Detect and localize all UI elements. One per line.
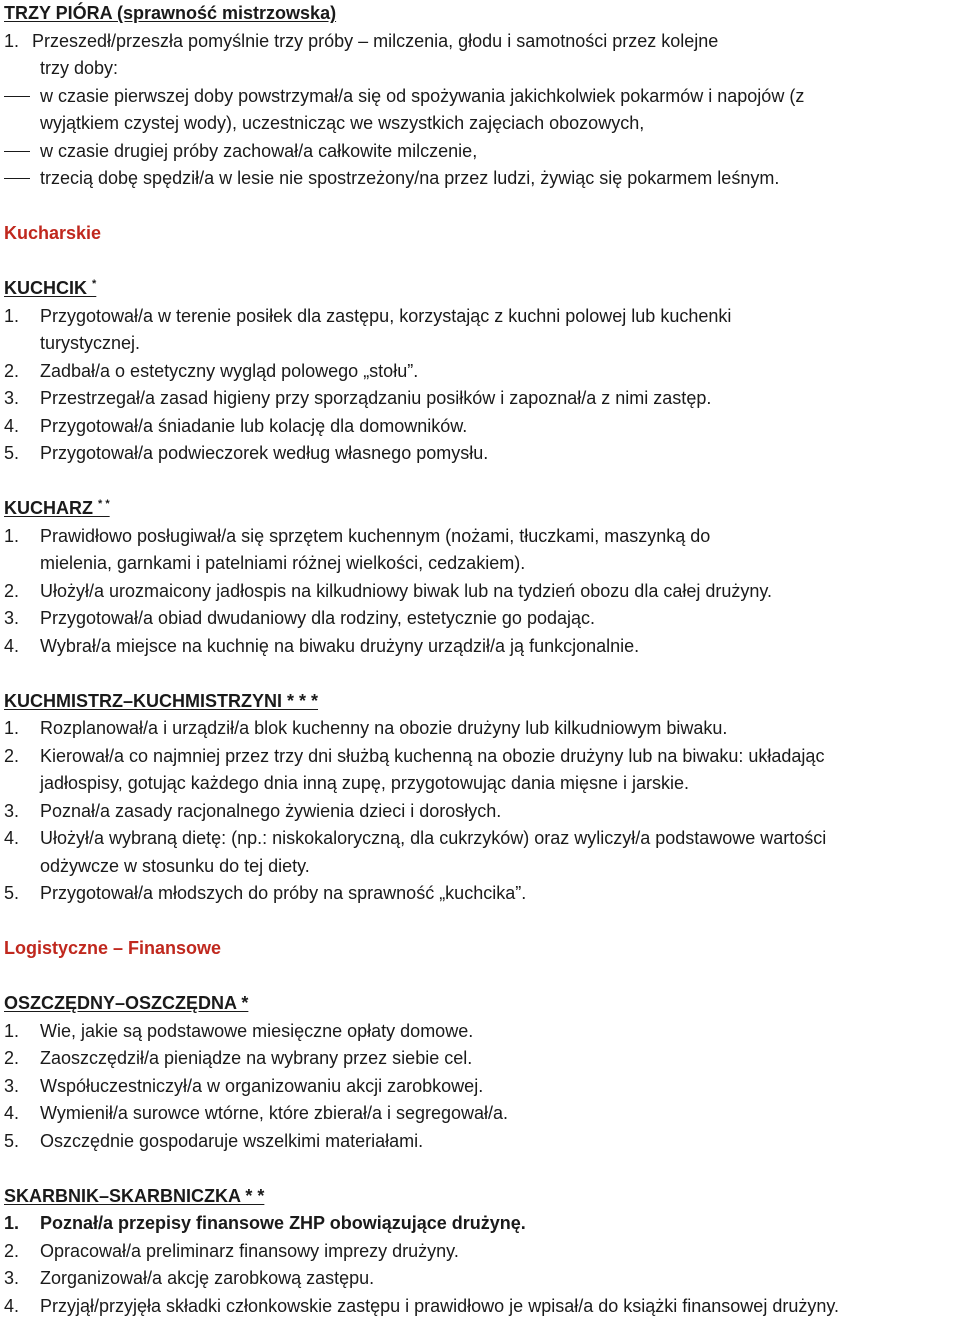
list-item bbox=[4, 1045, 959, 1073]
item-number: 5. bbox=[4, 883, 20, 903]
list-item bbox=[4, 1265, 959, 1293]
section-title-kuchcik bbox=[4, 275, 959, 303]
item-text: Przygotował/a podwieczorek według własnego pomysłu. bbox=[40, 443, 489, 463]
star-rating: * bbox=[92, 278, 97, 290]
item-text: Zaoszczędził/a pieniądze na wybrany przez siebie cel. bbox=[40, 1048, 473, 1068]
list-item bbox=[4, 633, 959, 661]
list-item bbox=[4, 413, 959, 441]
item-text-continuation: trzy doby: bbox=[40, 58, 119, 78]
item-text: Przygotował/a śniadanie lub kolację dla domowników. bbox=[40, 415, 468, 436]
item-text: Zadbał/a o estetyczny wygląd polowego „stołu”. bbox=[40, 360, 419, 381]
list-item bbox=[4, 1018, 959, 1046]
item-text-continuation: jadłospisy, gotując każdego dnia inną zupę, przygotowując dania mięsne i jarskie. bbox=[40, 773, 690, 793]
item-text: Prawidłowo posługiwał/a się sprzętem kuchennym (nożami, tłuczkami, maszynką do bbox=[40, 525, 711, 546]
list-item bbox=[4, 1128, 959, 1156]
section-title-kuchmistrz: KUCHMISTRZ–KUCHMISTRZYNI * * * bbox=[4, 690, 319, 711]
spacer bbox=[4, 908, 959, 936]
star-rating: * * bbox=[98, 498, 110, 510]
item-number: 3. bbox=[4, 800, 20, 821]
list-item bbox=[4, 440, 959, 468]
list-item bbox=[4, 825, 959, 853]
item-text: Przyjął/przyjęła składki członkowskie zastępu i prawidłowo je wpisał/a do książki finansowej drużyny. bbox=[40, 1295, 840, 1316]
item-number: 5. bbox=[4, 1130, 20, 1151]
list-item bbox=[4, 1293, 959, 1321]
list-item bbox=[4, 385, 959, 413]
list-item bbox=[4, 358, 959, 386]
item-text: Przygotował/a w terenie posiłek dla zastępu, korzystając z kuchni polowej lub kuchenki bbox=[40, 305, 732, 326]
list-item-trzy-piora-1 bbox=[4, 28, 959, 56]
item-text: Poznał/a zasady racjonalnego żywienia dzieci i dorosłych. bbox=[40, 800, 502, 821]
list-item bbox=[4, 743, 959, 771]
item-number: 1. bbox=[4, 525, 20, 546]
list-item bbox=[4, 1210, 959, 1238]
item-number: 2. bbox=[4, 360, 20, 381]
item-number: 1. bbox=[4, 1020, 20, 1041]
item-text: Wymienił/a surowce wtórne, które zbierał/a i segregował/a. bbox=[40, 1103, 509, 1123]
item-number: 3. bbox=[4, 388, 20, 408]
item-text-continuation: wyjątkiem czystej wody), uczestnicząc we wszystkich zajęciach obozowych, bbox=[40, 113, 645, 133]
section-title-trzy-piora: TRZY PIÓRA (sprawność mistrzowska) bbox=[4, 3, 337, 23]
heading-text: KUCHCIK bbox=[4, 278, 87, 298]
item-text: Wybrał/a miejsce na kuchnię na biwaku drużyny urządził/a ją funkcjonalnie. bbox=[40, 635, 640, 656]
list-kucharz bbox=[4, 523, 959, 661]
list-kuchcik bbox=[4, 303, 959, 468]
list-item bbox=[4, 1100, 959, 1128]
item-text-continuation: turystycznej. bbox=[40, 333, 141, 353]
item-number: 4. bbox=[4, 828, 20, 848]
item-text: trzecią dobę spędził/a w lesie nie spostrzeżony/na przez ludzi, żywiąc się pokarmem leśnym. bbox=[40, 168, 780, 188]
item-text: Poznał/a przepisy finansowe ZHP obowiązujące drużynę. bbox=[40, 1213, 526, 1233]
item-text-continuation: odżywcze w stosunku do tej diety. bbox=[40, 855, 310, 876]
document-page bbox=[4, 0, 959, 1320]
item-number: 1. bbox=[4, 718, 20, 738]
spacer bbox=[4, 248, 959, 276]
item-text-continuation: mielenia, garnkami i patelniami różnej wielkości, cedzakiem). bbox=[40, 553, 526, 573]
item-number: 2. bbox=[4, 1048, 20, 1068]
item-number: 4. bbox=[4, 635, 20, 656]
list-item bbox=[4, 578, 959, 606]
spacer bbox=[4, 963, 959, 991]
item-number: 1. bbox=[4, 1213, 20, 1233]
item-number: 3. bbox=[4, 1268, 20, 1288]
item-number: 2. bbox=[4, 745, 20, 766]
list-item bbox=[4, 1238, 959, 1266]
item-text: Rozplanował/a i urządził/a blok kuchenny na obozie drużyny lub kilkudniowym biwaku. bbox=[40, 718, 728, 738]
item-text: Przestrzegał/a zasad higieny przy sporządzaniu posiłków i zapoznał/a z nimi zastęp. bbox=[40, 388, 712, 408]
section-title-skarbnik: SKARBNIK–SKARBNICZKA * * bbox=[4, 1185, 265, 1206]
section-title-kucharz bbox=[4, 495, 959, 523]
item-text: Ułożył/a urozmaicony jadłospis na kilkudniowy biwak lub na tydzień obozu dla całej drużyny. bbox=[40, 580, 773, 601]
spacer bbox=[4, 468, 959, 496]
item-text: w czasie pierwszej doby powstrzymał/a się od spożywania jakichkolwiek pokarmów i napojów (z bbox=[40, 85, 805, 106]
list-item bbox=[4, 303, 959, 331]
list-item bbox=[4, 798, 959, 826]
category-logistyczne: Logistyczne – Finansowe bbox=[4, 938, 222, 958]
item-number: 4. bbox=[4, 415, 20, 436]
item-number: 1. bbox=[4, 305, 20, 326]
item-number: 3. bbox=[4, 608, 20, 628]
list-skarbnik bbox=[4, 1210, 959, 1320]
item-number: 1. bbox=[4, 30, 20, 51]
item-number: 3. bbox=[4, 1075, 20, 1096]
section-title-oszczedny: OSZCZĘDNY–OSZCZĘDNA * bbox=[4, 993, 249, 1013]
list-item bbox=[4, 715, 959, 743]
spacer bbox=[4, 660, 959, 688]
spacer bbox=[4, 193, 959, 221]
dash-item-2 bbox=[4, 138, 959, 166]
dash-bullet-icon bbox=[4, 178, 30, 179]
item-text: Opracował/a preliminarz finansowy imprezy drużyny. bbox=[40, 1240, 459, 1261]
item-number: 2. bbox=[4, 580, 20, 601]
item-number: 4. bbox=[4, 1295, 20, 1316]
item-text: Wie, jakie są podstawowe miesięczne opłaty domowe. bbox=[40, 1020, 474, 1041]
item-text: Oszczędnie gospodaruje wszelkimi materiałami. bbox=[40, 1130, 424, 1151]
dash-item-1 bbox=[4, 83, 959, 111]
item-text: Kierował/a co najmniej przez trzy dni służbą kuchenną na obozie drużyny lub na biwaku: układając bbox=[40, 745, 825, 766]
list-item bbox=[4, 880, 959, 908]
category-kucharskie: Kucharskie bbox=[4, 223, 102, 243]
item-number: 4. bbox=[4, 1103, 20, 1123]
item-text: Zorganizował/a akcję zarobkową zastępu. bbox=[40, 1268, 375, 1288]
list-kuchmistrz bbox=[4, 715, 959, 908]
item-text: w czasie drugiej próby zachował/a całkowite milczenie, bbox=[40, 140, 478, 161]
item-text: Przygotował/a młodszych do próby na sprawność „kuchcika”. bbox=[40, 883, 527, 903]
item-text: Przeszedł/przeszła pomyślnie trzy próby – milczenia, głodu i samotności przez kolejne bbox=[32, 30, 719, 51]
dash-item-3 bbox=[4, 165, 959, 193]
item-number: 2. bbox=[4, 1240, 20, 1261]
list-item bbox=[4, 523, 959, 551]
dash-bullet-icon bbox=[4, 151, 30, 152]
spacer bbox=[4, 1155, 959, 1183]
item-text: Ułożył/a wybraną dietę: (np.: niskokaloryczną, dla cukrzyków) oraz wyliczył/a podstawowe wartości bbox=[40, 828, 827, 848]
dash-bullet-icon bbox=[4, 96, 30, 97]
list-item bbox=[4, 605, 959, 633]
list-item bbox=[4, 1073, 959, 1101]
item-text: Przygotował/a obiad dwudaniowy dla rodziny, estetycznie go podając. bbox=[40, 608, 595, 628]
list-oszczedny bbox=[4, 1018, 959, 1156]
item-text: Współuczestniczył/a w organizowaniu akcji zarobkowej. bbox=[40, 1075, 484, 1096]
heading-text: KUCHARZ bbox=[4, 498, 93, 518]
item-number: 5. bbox=[4, 443, 20, 463]
